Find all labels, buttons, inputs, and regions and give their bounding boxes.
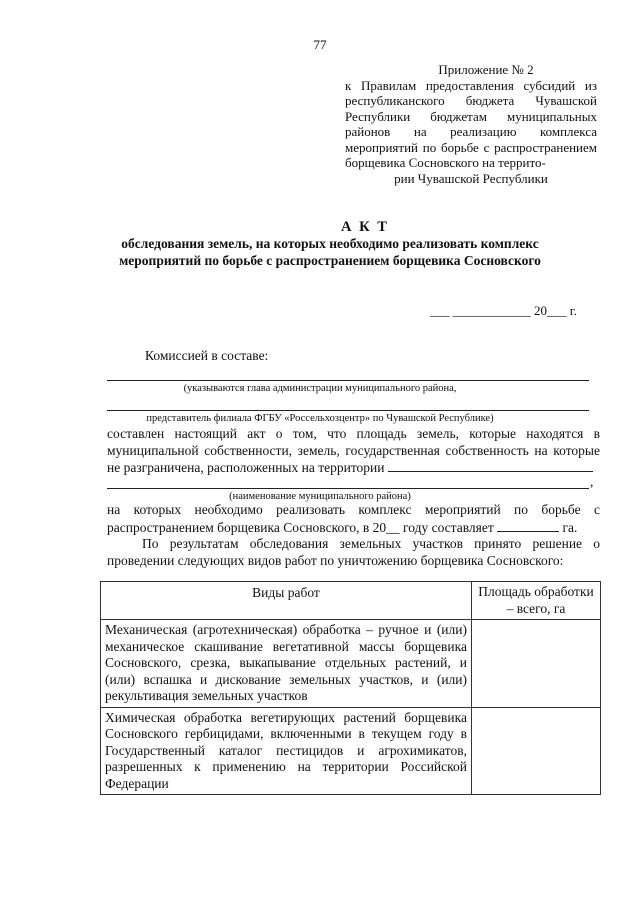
annex-title: Приложение № 2 [438, 62, 534, 77]
table-row [101, 620, 601, 708]
works-table [100, 581, 601, 795]
paragraph-1 [107, 426, 600, 477]
paragraph-3 [107, 536, 600, 569]
note-district-name: (наименование муниципального района) [229, 491, 411, 502]
blank-line-territory [107, 488, 589, 489]
paragraph-2 [107, 502, 600, 536]
header-work-type: Виды работ [101, 582, 472, 620]
row-2-work: Химическая обработка вегетирующих растений борщевика Сосновского гербицидами, включенными в текущем году в Государственный каталог пестицидов и агрохимикатов, разрешенных к применению на территории Российской Федерации [101, 707, 472, 795]
table-row [101, 707, 601, 795]
act-title: А К Т [341, 219, 389, 235]
territory-blank [388, 459, 593, 472]
row-2-area [472, 707, 601, 795]
paragraph-3-text: По результатам обследования земельных участков принято решение о проведении следующих видов работ по уничтожению борщевика Сосновского: [107, 536, 600, 568]
commission-label: Комиссией в составе: [145, 348, 269, 363]
territory-comma: , [590, 474, 594, 489]
paragraph-2-text: на которых необходимо реализовать комплекс мероприятий по борьбе с распространением борщевика Сосновского, в 20__ году составляет [107, 502, 600, 535]
header-area: Площадь обработки – всего, га [472, 582, 601, 620]
table-header-row [101, 582, 601, 620]
paragraph-1-text: составлен настоящий акт о том, что площадь земель, которые находятся в муниципальной собственности, земель, государственная собственность на которые не разграничена, расположенных на территории [107, 426, 600, 475]
blank-line-commission-1 [107, 380, 589, 381]
row-1-work: Механическая (агротехническая) обработка – ручное и (или) механическое скашивание вегетативной массы борщевика Сосновского, срезка, выкапывание отдельных растений, и (или) вспашка и дискование земельных участков, и (или) рекультивация земельных участков [101, 620, 472, 708]
act-subtitle: обследования земель, на которых необходимо реализовать комплекс мероприятий по борьбе с распространением борщевика Сосновского [119, 236, 541, 268]
annex-last-line: рии Чувашской Республики [394, 170, 548, 186]
annex-text: к Правилам предоставления субсидий из республиканского бюджета Чувашской Республики бюджетам муниципальных районов на реализацию комплекса мероприятий по борьбе с распространением борщевика Сосновского на террито- [345, 77, 597, 170]
page-number: 77 [313, 37, 327, 52]
note-head-of-admin: (указываются глава администрации муниципального района, [183, 383, 457, 394]
row-1-area [472, 620, 601, 708]
paragraph-2-unit: га. [562, 519, 578, 535]
blank-line-commission-2 [107, 410, 589, 411]
area-blank [497, 519, 559, 532]
note-representative: представитель филиала ФГБУ «Россельхозцентр» по Чувашской Республике) [146, 413, 494, 424]
date-line: ___ ____________ 20___ г. [430, 303, 577, 318]
annex-block [345, 62, 597, 186]
